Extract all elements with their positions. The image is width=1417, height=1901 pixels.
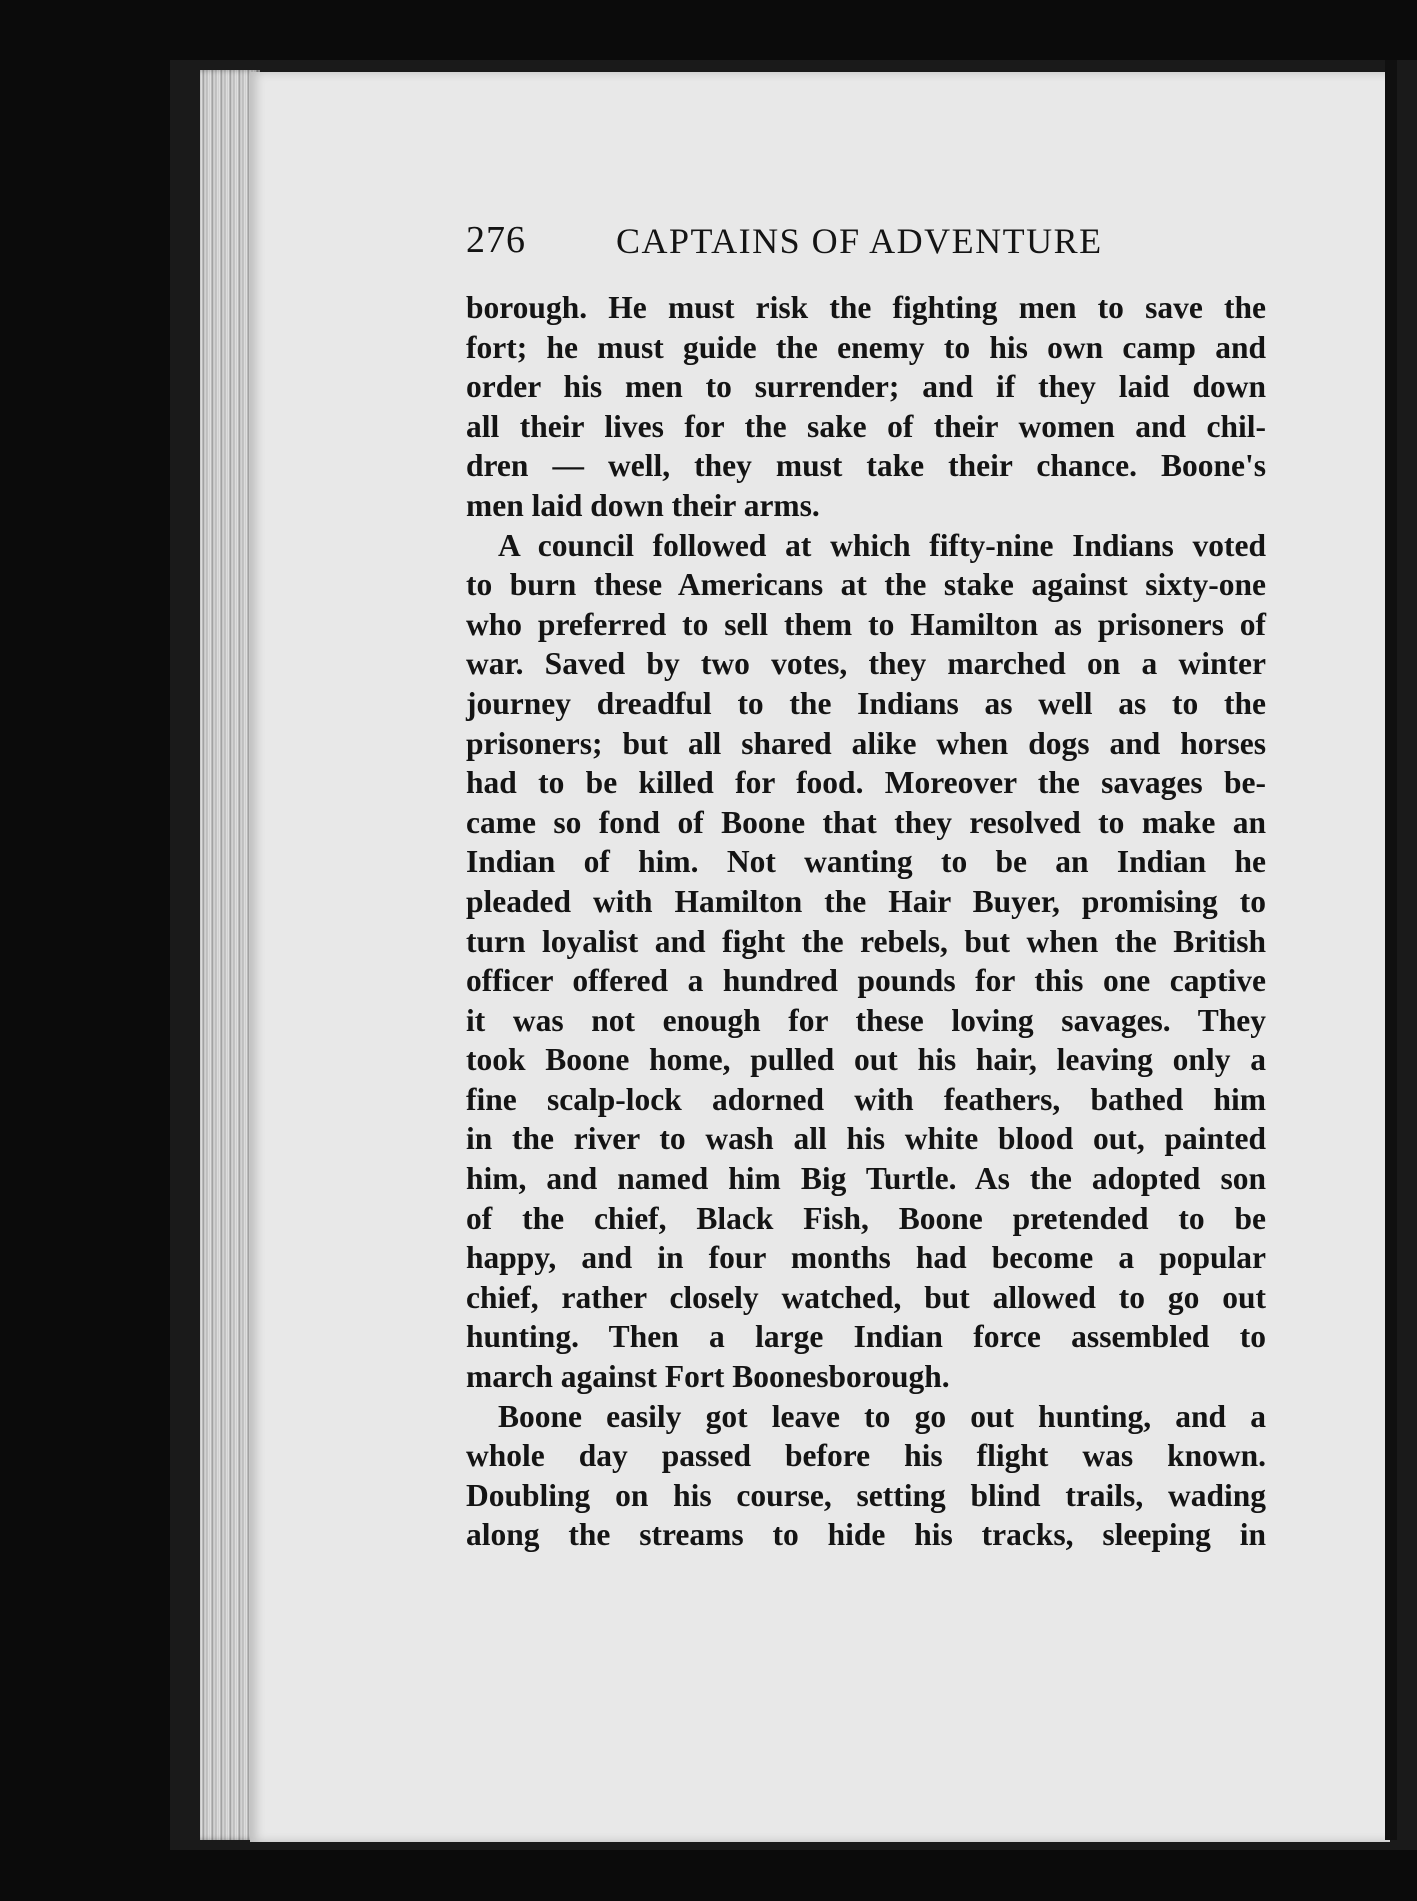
text-line: to burn these Americans at the stake against sixty-one	[466, 567, 1266, 603]
page-right-shadow	[1385, 60, 1397, 1840]
text-line: turn loyalist and fight the rebels, but when the British	[466, 923, 1266, 959]
text-line: march against Fort Boonesborough.	[466, 1359, 950, 1395]
book-title: CAPTAINS OF ADVENTURE	[616, 221, 1103, 261]
text-line: all their lives for the sake of their women and chil-	[466, 408, 1266, 444]
text-line: prisoners; but all shared alike when dogs and horses	[466, 725, 1266, 761]
text-line: war. Saved by two votes, they marched on a winter	[466, 646, 1266, 682]
page-number: 276	[466, 219, 526, 261]
text-line: who preferred to sell them to Hamilton as prisoners of	[466, 606, 1266, 642]
text-line: pleaded with Hamilton the Hair Buyer, promising to	[466, 883, 1266, 919]
text-line: took Boone home, pulled out his hair, leaving only a	[466, 1042, 1266, 1078]
text-line: happy, and in four months had become a popular	[466, 1240, 1266, 1276]
text-line: along the streams to hide his tracks, sleeping in	[466, 1517, 1266, 1553]
text-line: came so fond of Boone that they resolved to make an	[466, 804, 1266, 840]
text-line: of the chief, Black Fish, Boone pretended to be	[466, 1200, 1266, 1236]
text-line: men laid down their arms.	[466, 487, 820, 523]
text-line: Indian of him. Not wanting to be an Indian he	[466, 844, 1266, 880]
text-line: fine scalp-lock adorned with feathers, bathed him	[466, 1081, 1266, 1117]
text-line: him, and named him Big Turtle. As the adopted son	[466, 1161, 1266, 1197]
text-line: had to be killed for food. Moreover the savages be-	[466, 765, 1266, 801]
text-line: it was not enough for these loving savages. They	[466, 1002, 1266, 1038]
body-text	[466, 288, 1266, 1555]
text-line: whole day passed before his flight was known.	[466, 1438, 1266, 1474]
text-line: journey dreadful to the Indians as well as to the	[466, 685, 1266, 721]
text-line: order his men to surrender; and if they laid down	[466, 369, 1266, 405]
text-line: borough. He must risk the fighting men to save the	[466, 290, 1266, 325]
text-line: Doubling on his course, setting blind trails, wading	[466, 1477, 1266, 1513]
text-line: officer offered a hundred pounds for this one captive	[466, 963, 1266, 999]
text-line: dren — well, they must take their chance. Boone's	[466, 448, 1266, 484]
running-head	[466, 218, 1126, 268]
text-line: chief, rather closely watched, but allowed to go out	[466, 1279, 1266, 1315]
text-line: fort; he must guide the enemy to his own camp and	[466, 329, 1266, 365]
text-line: hunting. Then a large Indian force assembled to	[466, 1319, 1266, 1355]
text-line: A council followed at which fifty-nine Indians voted	[498, 527, 1266, 563]
text-line: in the river to wash all his white blood out, painted	[466, 1121, 1266, 1157]
text-line: Boone easily got leave to go out hunting, and a	[498, 1398, 1266, 1434]
